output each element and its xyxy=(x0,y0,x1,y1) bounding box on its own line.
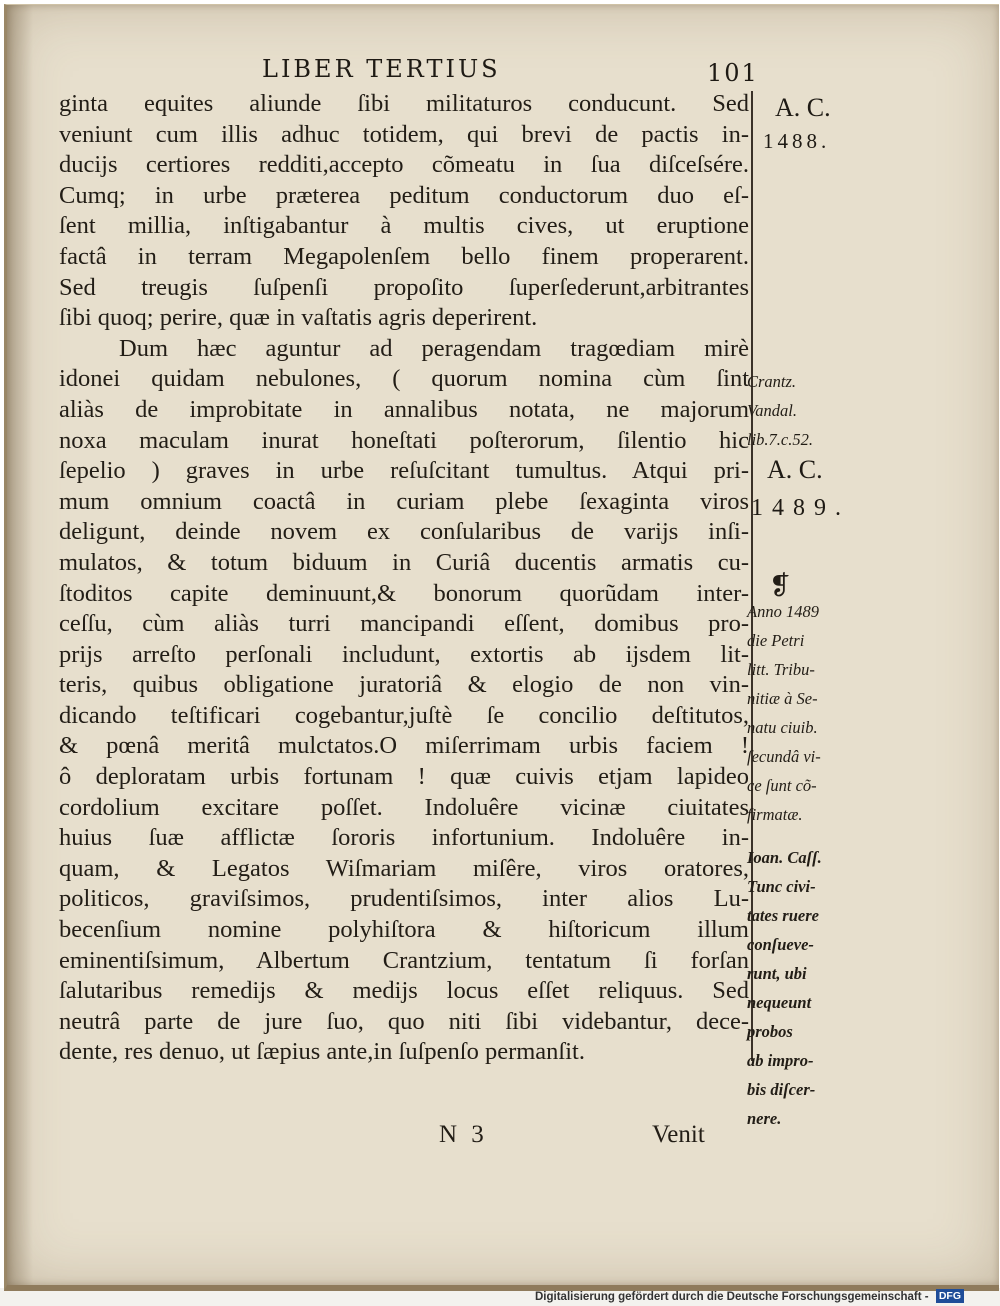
margin-note-line: Vandal. xyxy=(747,401,797,420)
margin-year-ac-2: A. C. xyxy=(767,455,823,484)
text-line: huius ſuæ afflictæ ſororis infortunium. Indoluêre in- xyxy=(59,824,749,852)
margin-note-line: Tunc civi- xyxy=(747,877,816,896)
text-line: noxa maculam inurat honeſtati poſterorum, ſilentio hic xyxy=(59,426,749,454)
text-line: Sed treugis ſuſpenſi propoſito ſuperſederunt,arbitrantes xyxy=(59,273,749,301)
text-line: ſepelio ) graves in urbe reſuſcitant tumultus. Atqui pri- xyxy=(59,457,749,485)
running-title: LIBER TERTIUS xyxy=(262,55,501,83)
margin-note-line: die Petri xyxy=(747,631,805,650)
text-line: ſent millia, inſtigabantur à multis cives, ut eruptione xyxy=(59,212,749,240)
text-line: politicos, graviſsimos, prudentiſsimos, inter alios Lu- xyxy=(59,885,749,913)
margin-note-line: ab impro- xyxy=(747,1051,814,1070)
footer-credit-text: Digitalisierung gefördert durch die Deutsche Forschungsgemeinschaft - xyxy=(535,1291,929,1303)
text-line: becenſium nomine polyhiſtora & hiſtoricum illum xyxy=(59,916,749,944)
text-line: ſibi quoq; perire, quæ in vaſtatis agris deperirent. xyxy=(59,304,538,332)
text-line: & pœnâ meritâ mulctatos.O miſerrimam urbis faciem ! xyxy=(59,732,749,760)
text-line: mulatos, & totum biduum in Curiâ ducentis armatis cu- xyxy=(59,548,749,576)
text-line: Cumq; in urbe præterea peditum conductorum duo eſ- xyxy=(59,181,749,209)
margin-note-line: conſueve- xyxy=(747,935,814,954)
text-line: mum omnium coactâ in curiam plebe ſexaginta viros xyxy=(59,487,749,515)
main-text-block xyxy=(59,89,749,1068)
signature-mark: N 3 xyxy=(439,1121,488,1148)
margin-note-line: nequeunt xyxy=(747,993,812,1012)
margin-note-line: ce ſunt cõ- xyxy=(747,776,817,795)
text-line: ginta equites aliunde ſibi militaturos conducunt. Sed xyxy=(59,90,749,117)
text-line: quam, & Legatos Wiſmariam miſêre, viros oratores, xyxy=(59,854,749,882)
text-line: ô deploratam urbis fortunam ! quæ cuivis etjam lapideo xyxy=(59,763,749,791)
margin-note-line: firmatæ. xyxy=(747,805,803,824)
text-line: ducijs certiores redditi,accepto cõmeatu in ſua diſceſsére. xyxy=(59,151,749,179)
text-line: dicando teſtificari cogebantur,juſtè ſe concilio deſtitutos, xyxy=(59,701,749,729)
margin-note-line: nere. xyxy=(747,1109,782,1128)
margin-note-line: ſecundâ vi- xyxy=(747,747,821,766)
text-line: Dum hæc aguntur ad peragendam tragœdiam mirè xyxy=(119,334,749,362)
margin-note-line: Anno 1489 xyxy=(747,602,819,621)
margin-year-1489: 1489. xyxy=(751,495,850,521)
text-line: factâ in terram Megapolenſem bello finem properarent. xyxy=(59,242,749,270)
margin-note-line: runt, ubi xyxy=(747,964,807,983)
text-line: aliàs de improbitate in annalibus notata, ne majorum xyxy=(59,395,749,423)
text-line: idonei quidam nebulones, ( quorum nomina cùm ſint xyxy=(59,365,749,393)
text-line: cordolium excitare poſſet. Indoluêre vicinæ ciuitates xyxy=(59,793,749,821)
paragraph-mark-icon: ❡ xyxy=(769,571,791,601)
dfg-logo: DFG xyxy=(936,1289,964,1303)
text-line: prijs arreſto perſonali includunt, extortis ab ijsdem lit- xyxy=(59,640,749,668)
text-line: teris, quibus obligatione juratoriâ & elogio de non vin- xyxy=(59,671,749,699)
margin-note-line: litt. Tribu- xyxy=(747,660,815,679)
text-line: dente, res denuo, ut ſæpius ante,in ſuſpenſo permanſit. xyxy=(59,1038,585,1066)
page-number: 101 xyxy=(707,59,759,87)
catchword: Venit xyxy=(652,1121,705,1148)
margin-year-ac: A. C. xyxy=(775,93,831,122)
text-line: eminentiſsimum, Albertum Crantzium, tentatum ſi forſan xyxy=(59,946,749,974)
margin-note-ioan xyxy=(747,843,857,1133)
margin-note-line: nitiæ à Se- xyxy=(747,689,818,708)
margin-note-line: Ioan. Caſſ. xyxy=(747,848,822,867)
margin-note-line: probos xyxy=(747,1022,793,1041)
margin-note-line: Crantz. xyxy=(747,372,797,391)
text-line: veniunt cum illis adhuc totidem, qui brevi de pactis in- xyxy=(59,120,749,148)
margin-note-line: bis diſcer- xyxy=(747,1080,816,1099)
margin-note-line: lib.7.c.52. xyxy=(747,430,813,449)
margin-year-1488: 1488. xyxy=(763,129,831,153)
text-line: ceſſu, cùm aliàs turri mancipandi eſſent, domibus pro- xyxy=(59,610,749,638)
footer-credit xyxy=(535,1288,964,1306)
margin-note-anno xyxy=(747,597,857,829)
margin-note-line: natu ciuib. xyxy=(747,718,818,737)
text-line: ſalutaribus remedijs & medijs locus eſſet reliquus. Sed xyxy=(59,977,749,1005)
book-page xyxy=(4,4,999,1291)
margin-note-crantz xyxy=(747,367,857,454)
text-line: neutrâ parte de jure ſuo, quo niti ſibi videbantur, dece- xyxy=(59,1007,749,1035)
text-line: ſtoditos capite deminuunt,& bonorum quorũdam inter- xyxy=(59,579,749,607)
margin-note-line: tates ruere xyxy=(747,906,819,925)
text-line: deligunt, deinde novem ex conſularibus de varijs inſi- xyxy=(59,518,749,546)
